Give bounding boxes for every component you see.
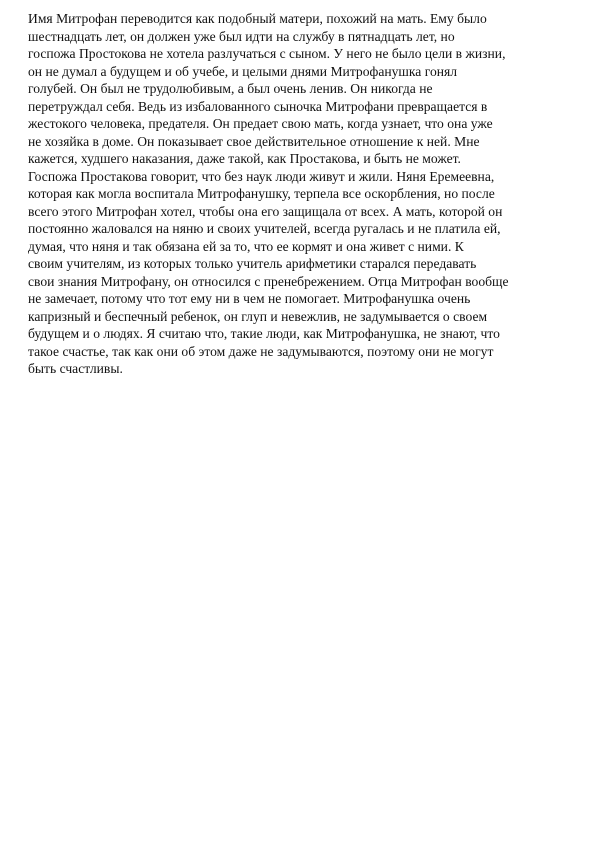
- text-line: такое счастье, так как они об этом даже не задумываются, поэтому они не могут: [28, 343, 494, 359]
- text-line: жестокого человека, предателя. Он предает свою мать, когда узнает, что она уже: [28, 116, 493, 131]
- text-line: не хозяйка в доме. Он показывает свое действительное отношение к ней. Мне: [28, 133, 480, 149]
- text-line: думая, что няня и так обязана ей за то, что ее кормят и она живет с ними. К: [28, 238, 464, 254]
- text-line: будущем и о людях. Я считаю что, такие люди, как Митрофанушка, не знают, что: [28, 326, 500, 341]
- text-line: быть счастливы.: [28, 361, 123, 376]
- text-line: постоянно жаловался на няню и своих учителей, всегда ругалась и не платила ей,: [28, 221, 501, 236]
- text-line: Госпожа Простакова говорит, что без наук люди живут и жили. Няня Еремеевна,: [28, 168, 495, 184]
- text-line: Имя Митрофан переводится как подобный матери, похожий на мать. Ему было: [28, 11, 487, 26]
- text-line: свои знания Митрофану, он относился с пренебрежением. Отца Митрофан вообще: [28, 273, 509, 289]
- text-line: не замечает, потому что тот ему ни в чем не помогает. Митрофанушка очень: [28, 291, 471, 306]
- text-line: которая как могла воспитала Митрофанушку, терпела все оскорбления, но после: [28, 186, 495, 201]
- text-line: госпожа Простокова не хотела разлучаться с сыном. У него не было цели в жизни,: [28, 46, 506, 61]
- essay-paragraph: [28, 10, 576, 378]
- text-line: всего этого Митрофан хотел, чтобы она его защищала от всех. А мать, которой он: [28, 203, 503, 219]
- text-line: перетруждал себя. Ведь из избалованного сыночка Митрофани превращается в: [28, 98, 488, 114]
- text-line: он не думал а будущем и об учебе, и целыми днями Митрофанушка гонял: [28, 63, 458, 79]
- text-line: своим учителям, из которых только учитель арифметики старался передавать: [28, 256, 477, 271]
- text-line: голубей. Он был не трудолюбивым, а был очень ленив. Он никогда не: [28, 81, 433, 96]
- text-line: шестнадцать лет, он должен уже был идти на службу в пятнадцать лет, но: [28, 28, 455, 44]
- text-line: капризный и беспечный ребенок, он глуп и невежлив, не задумывается о своем: [28, 308, 488, 324]
- text-line: кажется, худшего наказания, даже такой, как Простакова, и быть не может.: [28, 151, 461, 166]
